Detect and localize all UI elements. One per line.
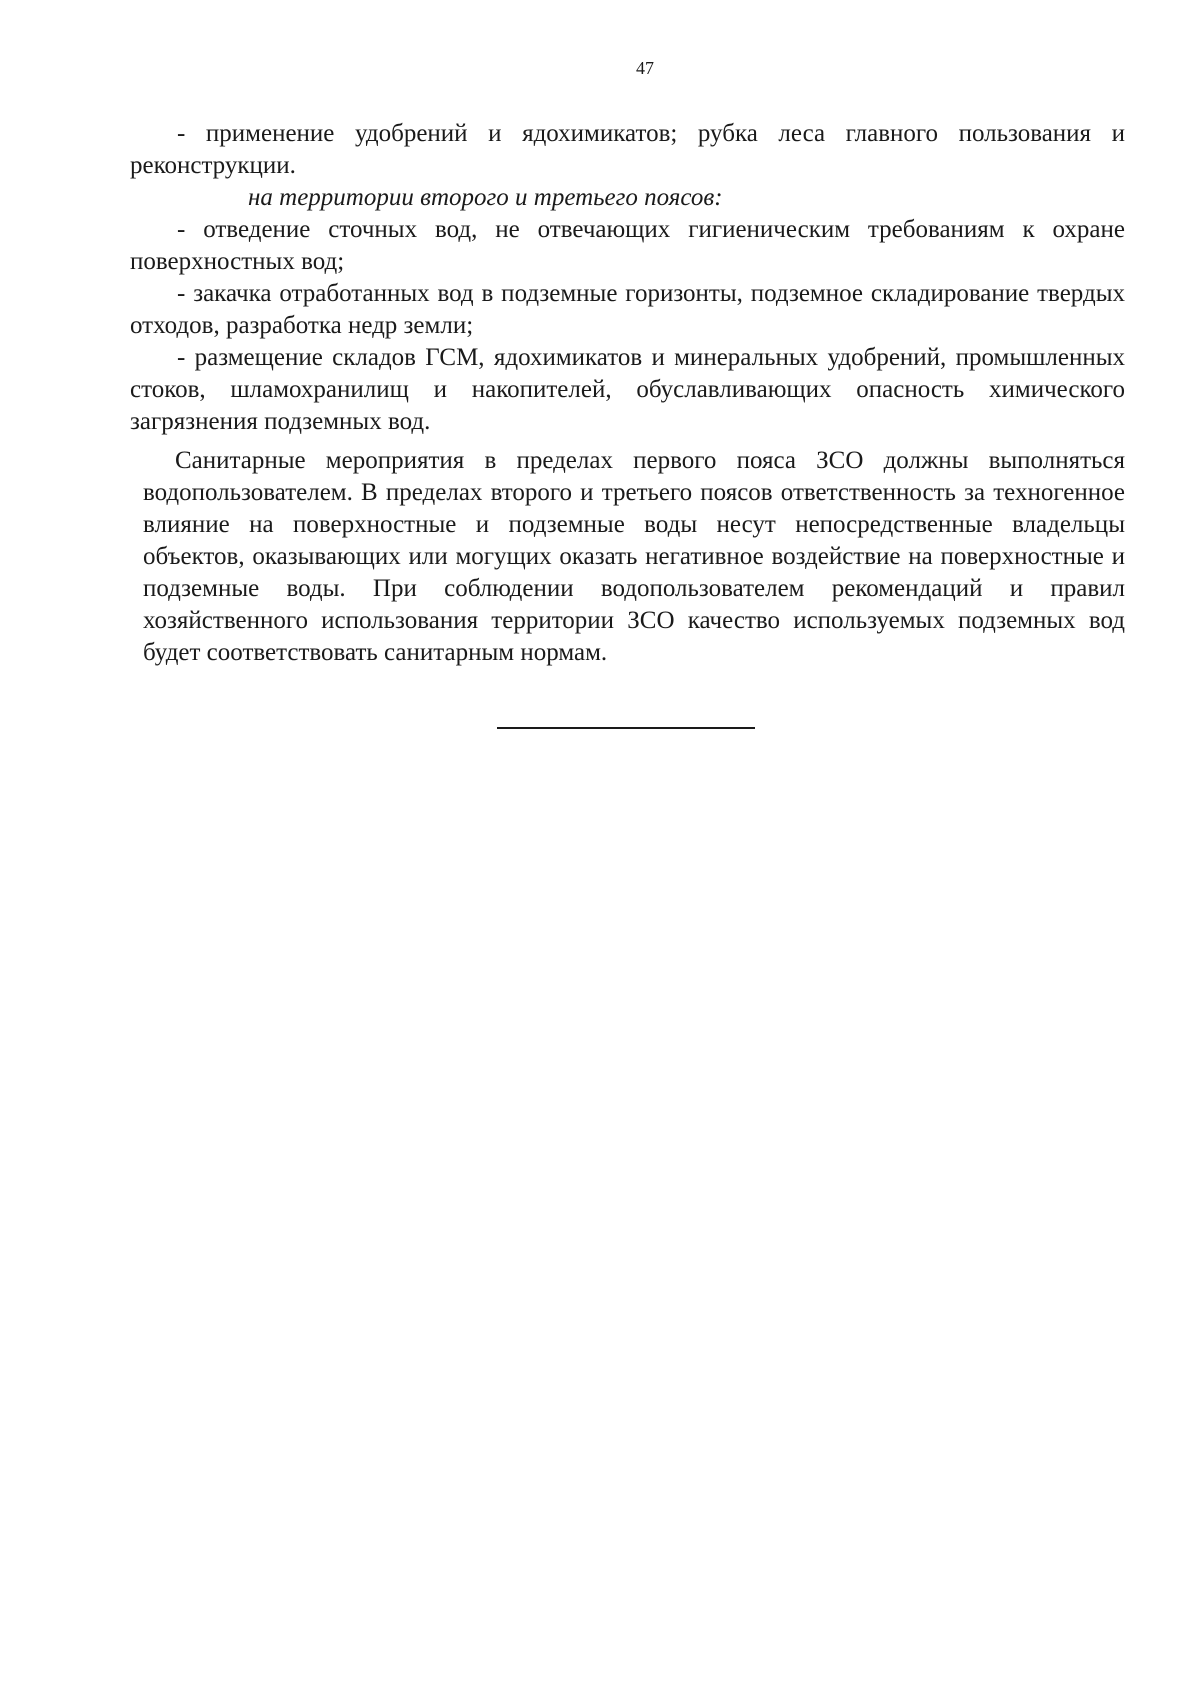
restrictions-list: [130, 118, 1125, 438]
zone-subheading: на территории второго и третьего поясов:: [248, 184, 723, 211]
list-item-fertilizers: - применение удобрений и ядохимикатов; рубка леса главного пользования и реконструкции.: [130, 120, 1125, 179]
page-number: 47: [636, 58, 654, 78]
list-item-injection: - закачка отработанных вод в подземные горизонты, подземное складирование твердых отходов, разработка недр земли;: [130, 280, 1125, 339]
end-divider: [497, 727, 755, 729]
conclusion-paragraph: Санитарные мероприятия в пределах первого пояса ЗСО должны выполняться водопользователем. В пределах второго и третьего поясов ответственность за техногенное влияние на поверхностные и подземные воды несут непосредственные владельцы объектов, оказывающих или могущих оказать негативное воздействие на поверхностные и подземные воды. При соблюдении водопользователем рекомендаций и правил хозяйственного использования территории ЗСО качество используемых подземных вод будет соответствовать санитарным нормам.: [143, 447, 1125, 666]
list-item-wastewater: - отведение сточных вод, не отвечающих гигиеническим требованиям к охране поверхностных вод;: [130, 216, 1125, 275]
conclusion-block: [143, 445, 1125, 669]
list-item-storage: - размещение складов ГСМ, ядохимикатов и минеральных удобрений, промышленных стоков, шламохранилищ и накопителей, обуславливающих опасность химического загрязнения подземных вод.: [130, 344, 1125, 435]
